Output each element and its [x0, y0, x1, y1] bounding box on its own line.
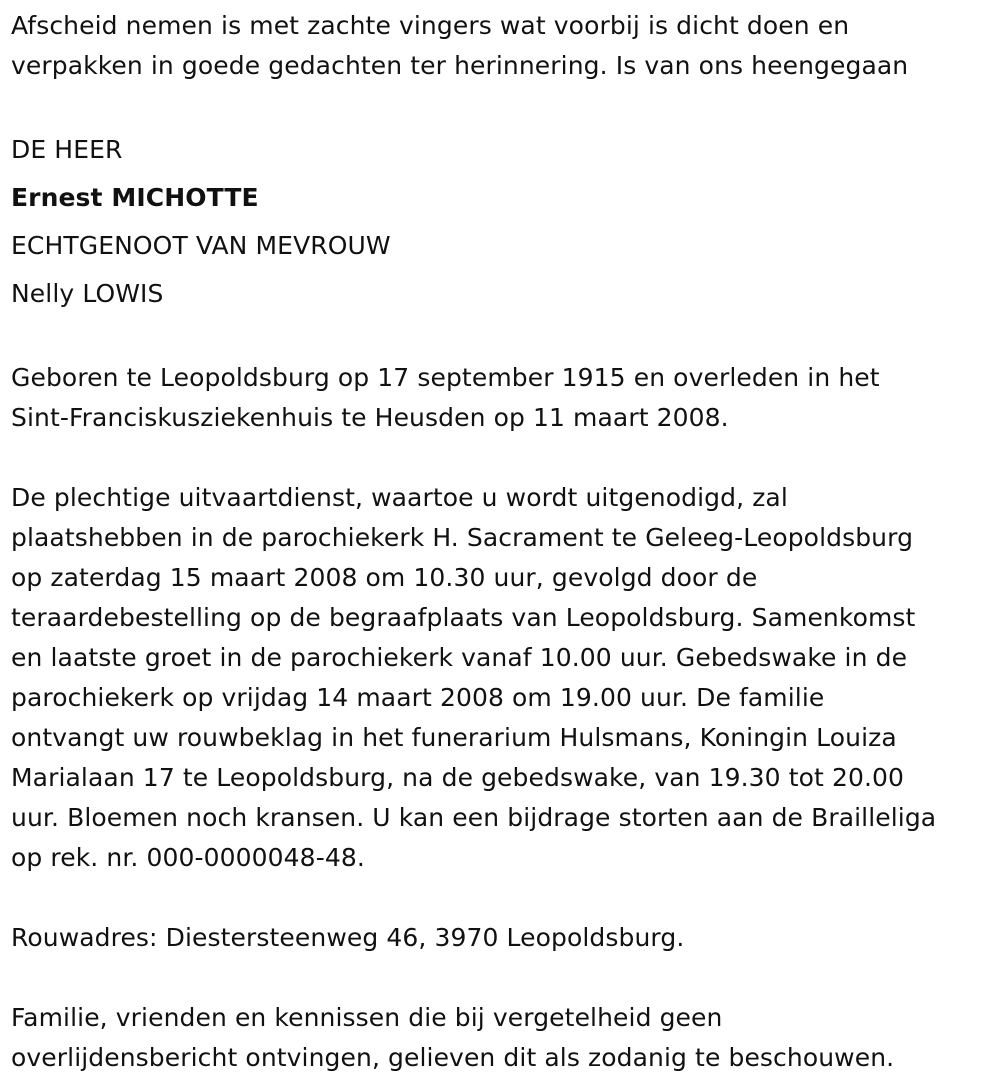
obituary-notice — [11, 0, 996, 1078]
closing-paragraph — [11, 998, 996, 1078]
closing-line: Familie, vrienden en kennissen die bij vergetelheid geen — [11, 1003, 723, 1032]
funeral-line: De plechtige uitvaartdienst, waartoe u wordt uitgenodigd, zal — [11, 483, 788, 512]
spouse-name: Nelly LOWIS — [11, 279, 164, 308]
paragraph-gap — [11, 318, 996, 358]
closing-line: overlijdensbericht ontvingen, gelieven dit als zodanig te beschouwen. — [11, 1043, 895, 1072]
deceased-name: Ernest MICHOTTE — [11, 183, 259, 212]
address-paragraph — [11, 918, 996, 958]
funeral-line: op rek. nr. 000-0000048-48. — [11, 843, 365, 872]
funeral-line: Marialaan 17 te Leopoldsburg, na de gebedswake, van 19.30 tot 20.00 — [11, 763, 905, 792]
funeral-line: uur. Bloemen noch kransen. U kan een bijdrage storten aan de Brailleliga — [11, 803, 937, 832]
funeral-line: ontvangt uw rouwbeklag in het funerarium Hulsmans, Koningin Louiza — [11, 723, 897, 752]
birth-death-line: Sint-Franciskusziekenhuis te Heusden op 11 maart 2008. — [11, 403, 729, 432]
intro-paragraph — [11, 0, 996, 86]
paragraph-gap — [11, 438, 996, 478]
paragraph-gap — [11, 958, 996, 998]
funeral-line: plaatshebben in de parochiekerk H. Sacrament te Geleeg-Leopoldsburg — [11, 523, 914, 552]
funeral-line: op zaterdag 15 maart 2008 om 10.30 uur, gevolgd door de — [11, 563, 758, 592]
mourning-address: Rouwadres: Diestersteenweg 46, 3970 Leopoldsburg. — [11, 923, 685, 952]
intro-line: Afscheid nemen is met zachte vingers wat voorbij is dicht doen en — [11, 11, 850, 40]
intro-line: verpakken in goede gedachten ter herinnering. Is van ons heengegaan — [11, 51, 909, 80]
paragraph-gap — [11, 878, 996, 918]
relation-label: ECHTGENOOT VAN MEVROUW — [11, 231, 391, 260]
funeral-line: parochiekerk op vrijdag 14 maart 2008 om 19.00 uur. De familie — [11, 683, 825, 712]
birth-death-line: Geboren te Leopoldsburg op 17 september 1915 en overleden in het — [11, 363, 880, 392]
funeral-paragraph — [11, 478, 996, 878]
deceased-title: DE HEER — [11, 135, 123, 164]
funeral-line: teraardebestelling op de begraafplaats van Leopoldsburg. Samenkomst — [11, 603, 916, 632]
deceased-block — [11, 126, 996, 318]
birth-death-paragraph — [11, 358, 996, 438]
funeral-line: en laatste groet in de parochiekerk vanaf 10.00 uur. Gebedswake in de — [11, 643, 908, 672]
